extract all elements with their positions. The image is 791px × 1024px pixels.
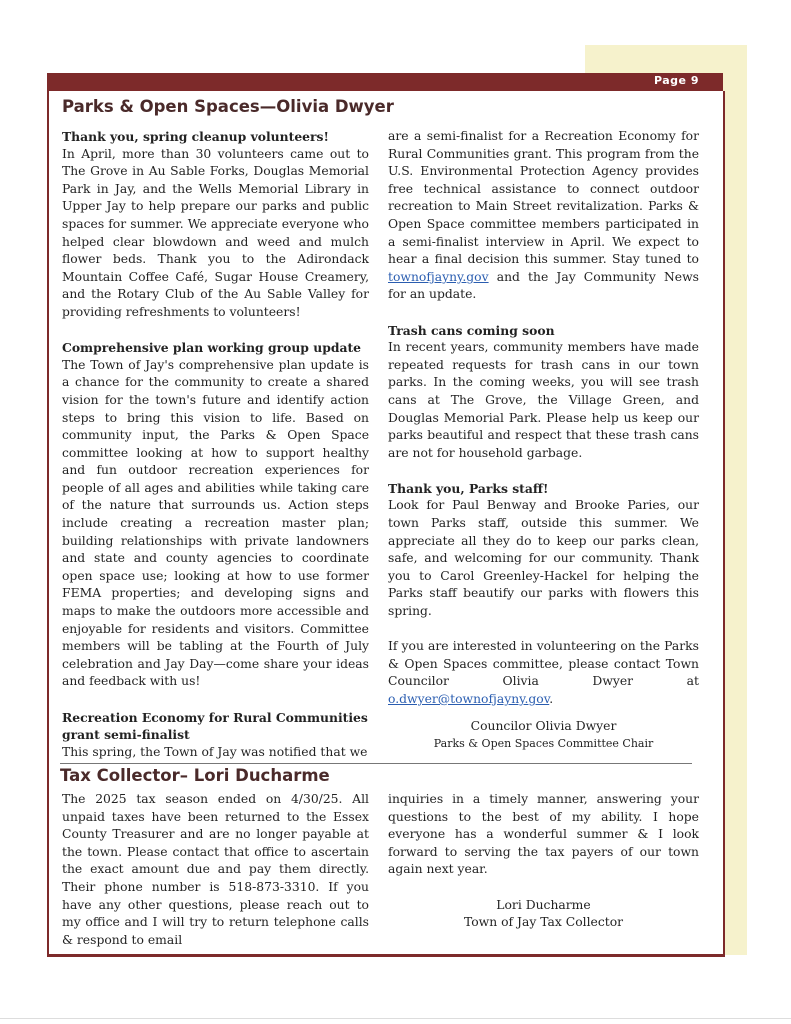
staff-heading: Thank you, Parks staff! [388,480,549,496]
section-divider [60,763,692,764]
staff-body: Look for Paul Benway and Brooke Paries, our town Parks staff, outside this summer. We appreciate all they do to keep our parks clean, safe, and welcoming for our community. Thank you to Carol Greenley-Hackel for helping the Parks staff beautify our parks with flowers this spring. [388,498,699,619]
header-bar [47,73,723,91]
tax-signature-name: Lori Ducharme [496,897,591,912]
parks-section-title: Parks & Open Spaces—Olivia Dwyer [62,97,394,116]
comp-plan-body: The Town of Jay's comprehensive plan update is a chance for the community to create a shared vision for the town's future and identify action steps to bring this vision to life. Based on community input, the Parks & Open Space committee looking at how to support healthy and fun outdoor recreation experiences for people of all ages and abilities while taking care of the nature that surrounds us. Action steps include creating a recreation master plan; building relationships with private landowners and state and county agencies to coordinate open space use; looking at how to use former FEMA properties; and developing signs and maps to make the outdoors more accessible and enjoyable for residents and visitors. Committee members will be tabling at the Fourth of July celebration and Jay Day—come share your ideas and feedback with us! [62,357,369,689]
volunteer-body: If you are interested in volunteering on the Parks & Open Spaces committee, please contact Town Councilor Olivia Dwyer at o.dwyer@townofjayny.gov. [388,639,699,706]
parks-signature-name: Councilor Olivia Dwyer [470,718,617,733]
rec-economy-heading: Recreation Economy for Rural Communities grant semi-finalist [62,709,368,743]
page-number: Page 9 [653,74,699,87]
tax-left-column [62,791,369,949]
rec-economy-body-cont: are a semi-finalist for a Recreation Economy for Rural Communities grant. This program from the U.S. Environmental Protection Agency provides free technical assistance to connect outdoor recreation to Main Street revitalization. Parks & Open Space committee members participated in a semi-finalist interview in April. We expect to hear a final decision this summer. Stay tuned to townofjayny.gov and the Jay Community News for an update. [388,129,699,302]
tax-right-column [388,791,699,932]
comp-plan-heading: Comprehensive plan working group update [62,340,362,356]
cleanup-heading: Thank you, spring cleanup volunteers! [62,129,329,144]
councilor-email-link[interactable]: o.dwyer@townofjayny.gov [388,692,550,706]
tax-signature-title: Town of Jay Tax Collector [463,915,624,930]
tax-body-right: inquiries in a timely manner, answering your questions to the best of my ability. I hope everyone has a wonderful summer & I look forward to serving the tax payers of our town again next year. [388,792,699,877]
parks-signature-title: Parks & Open Spaces Committee Chair [433,737,654,751]
tax-body-left: The 2025 tax season ended on 4/30/25. All unpaid taxes have been returned to the Essex County Treasurer and are no longer payable at the town. Please contact that office to ascertain the exact amount due and pay them directly. Their phone number is 518-873-3310. If you have any other questions, please reach out to my office and I will try to return telephone calls & respond to email [62,792,369,947]
trash-heading: Trash cans coming soon [388,322,555,338]
bottom-rule [0,1018,791,1019]
parks-left-column [62,128,369,761]
parks-right-column [388,128,699,753]
town-website-link[interactable]: townofjayny.gov [388,269,489,284]
trash-body: In recent years, community members have made repeated requests for trash cans in our town parks. In the coming weeks, you will see trash cans at The Grove, the Village Green, and Douglas Memorial Park. Please help us keep our parks beautiful and respect that these trash cans are not for household garbage. [388,340,699,460]
tax-section-title: Tax Collector– Lori Ducharme [60,766,330,785]
cleanup-body: In April, more than 30 volunteers came out to The Grove in Au Sable Forks, Douglas Memorial Park in Jay, and the Wells Memorial Library in Upper Jay to help prepare our parks and public spaces for summer. We appreciate everyone who helped clear blowdown and weed and mulch flower beds. Thank you to the Adirondack Mountain Coffee Café, Sugar House Creamery, and the Rotary Club of the Au Sable Valley for providing refreshments to volunteers! [62,146,369,319]
rec-economy-body-start: This spring, the Town of Jay was notified that we [62,744,368,759]
